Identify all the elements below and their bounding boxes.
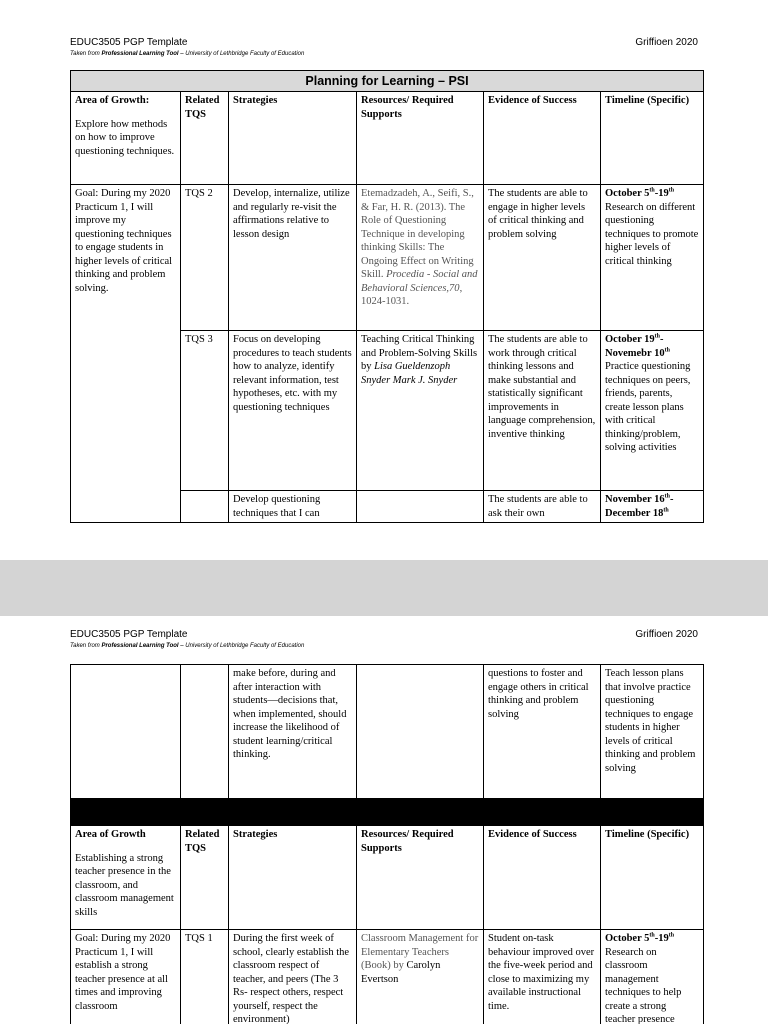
table-title: Planning for Learning – PSI: [71, 71, 704, 92]
header-row: [71, 826, 704, 930]
resources-heading: Resources/ Required Supports: [357, 826, 484, 930]
evidence-heading: Evidence of Success: [484, 92, 601, 185]
table-title-row: [71, 71, 704, 92]
goal-cell: Goal: During my 2020 Practicum 1, I will improve my questioning techniques to engage students in higher levels of critical thinking and problem solving.: [71, 185, 181, 523]
resource-cell: [357, 491, 484, 523]
tqs-cell: TQS 1: [181, 930, 229, 1024]
table-row: [71, 665, 704, 799]
header-row: [71, 92, 704, 185]
timeline-heading: Timeline (Specific): [601, 92, 704, 185]
table-row: [71, 930, 704, 1024]
timeline-cell: Teach lesson plans that involve practice questioning techniques to engage students in higher levels of critical thinking and problem solving: [601, 665, 704, 799]
resources-heading: Resources/ Required Supports: [357, 92, 484, 185]
tqs-cell: TQS 3: [181, 331, 229, 491]
evidence-cell: The students are able to work through critical thinking lessons and make substantial and statistically significant improvements in language comprehension, inventive thinking: [484, 331, 601, 491]
strategies-heading: Strategies: [229, 826, 357, 930]
timeline-cell: October 19th- Novemebr 10th Practice questioning techniques on peers, friends, parents, create lesson plans with critical thinking/problem, solving activities: [601, 331, 704, 491]
area-of-growth-heading: Area of Growth:: [75, 95, 150, 106]
separator-row: [71, 799, 704, 826]
tqs-cell: TQS 2: [181, 185, 229, 331]
resource-cell: Teaching Critical Thinking and Problem-Solving Skills by Lisa Gueldenzoph Snyder Mark J. Snyder: [357, 331, 484, 491]
area-of-growth-cell: [71, 92, 181, 185]
table-row: [71, 185, 704, 331]
source-note: Taken from Professional Learning Tool – University of Lethbridge Faculty of Education: [70, 643, 305, 649]
planning-table: [70, 70, 704, 523]
evidence-cell: Student on-task behaviour improved over the five-week period and close to maximizing my available instructional time.: [484, 930, 601, 1024]
strategies-heading: Strategies: [229, 92, 357, 185]
course-title: EDUC3505 PGP Template: [70, 37, 188, 48]
tqs-cell: [181, 491, 229, 523]
area-cell: [71, 665, 181, 799]
resource-cell: [357, 665, 484, 799]
timeline-heading: Timeline (Specific): [601, 826, 704, 930]
author-year: Griffioen 2020: [635, 37, 698, 48]
timeline-cell: October 5th-19th Research on different questioning techniques to promote higher levels of critical thinking: [601, 185, 704, 331]
strategy-cell: During the first week of school, clearly establish the classroom respect of teacher, and peers (The 3 Rs- respect others, respect yourself, respect the environment): [229, 930, 357, 1024]
author-year: Griffioen 2020: [635, 629, 698, 640]
area-of-growth-text: Explore how methods on how to improve questioning techniques.: [75, 118, 175, 157]
evidence-cell: The students are able to ask their own: [484, 491, 601, 523]
resource-cell: Etemadzadeh, A., Seifi, S., & Far, H. R. (2013). The Role of Questioning Technique in developing thinking Skills: The Ongoing Effect on Writing Skill. Procedia - Social and Behavioral Sciences,70, 1024-1031.: [357, 185, 484, 331]
evidence-cell: The students are able to engage in higher levels of critical thinking and problem solving: [484, 185, 601, 331]
strategy-cell: Focus on developing procedures to teach students how to analyze, identify relevant information, test hypotheses, etc. with my questioning techniques: [229, 331, 357, 491]
planning-table-continued: [70, 664, 704, 1024]
evidence-heading: Evidence of Success: [484, 826, 601, 930]
tqs-cell: [181, 665, 229, 799]
timeline-cell: November 16th- December 18th: [601, 491, 704, 523]
strategy-cell: Develop, internalize, utilize and regularly re-visit the affirmations relative to lesson design: [229, 185, 357, 331]
source-note: Taken from Professional Learning Tool – University of Lethbridge Faculty of Education: [70, 51, 305, 57]
strategy-cell: Develop questioning techniques that I can: [229, 491, 357, 523]
course-title: EDUC3505 PGP Template: [70, 629, 188, 640]
area-of-growth-cell: [71, 826, 181, 930]
timeline-cell: October 5th-19th Research on classroom management techniques to help create a strong teacher presence: [601, 930, 704, 1024]
strategy-cell: make before, during and after interaction with students—decisions that, when implemented, should increase the likelihood of student learning/critical thinking.: [229, 665, 357, 799]
evidence-cell: questions to foster and engage others in critical thinking and problem solving: [484, 665, 601, 799]
document-page-2: [0, 616, 768, 1024]
resource-cell: Classroom Management for Elementary Teachers (Book) by Carolyn Evertson: [357, 930, 484, 1024]
goal-cell: Goal: During my 2020 Practicum 1, I will establish a strong teacher presence at all times and improving classroom: [71, 930, 181, 1024]
area-of-growth-text: Establishing a strong teacher presence in the classroom, and classroom management skills: [75, 852, 174, 918]
separator-bar: [71, 799, 704, 826]
area-of-growth-heading: Area of Growth: [75, 829, 146, 840]
related-tqs-heading: Related TQS: [181, 92, 229, 185]
related-tqs-heading: Related TQS: [181, 826, 229, 930]
